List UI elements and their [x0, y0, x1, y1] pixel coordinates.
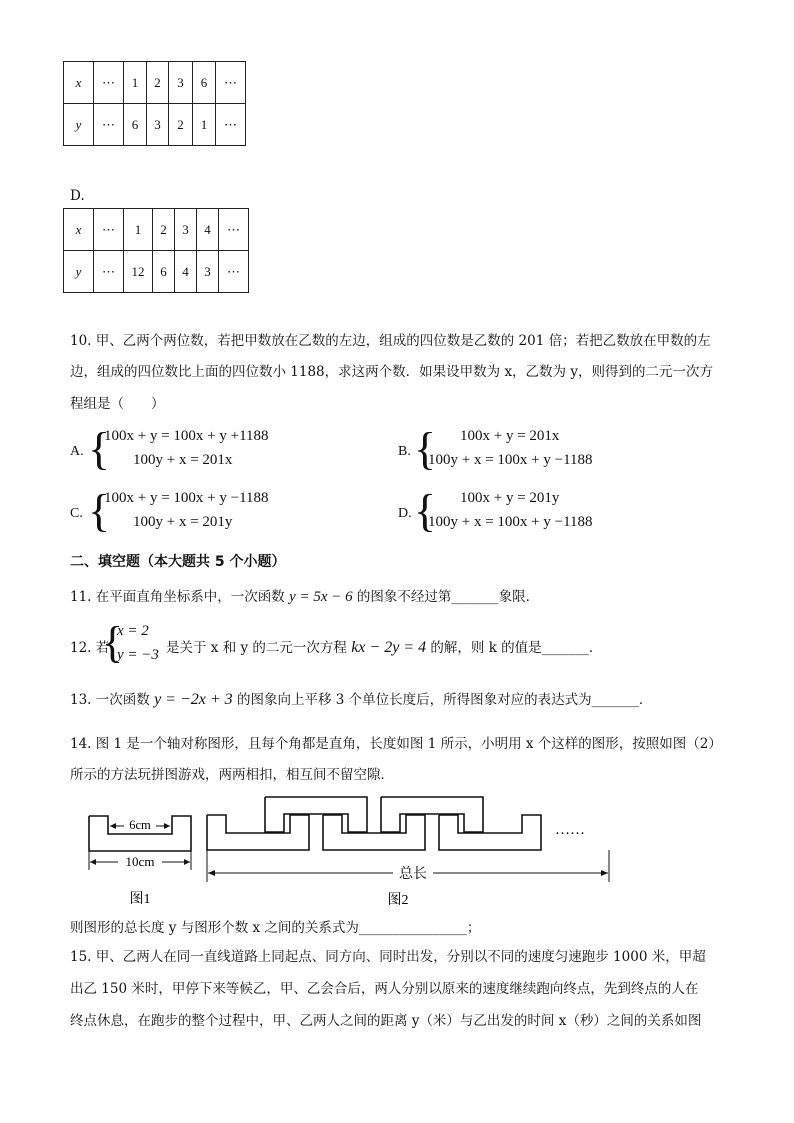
chain-piece-bottom	[323, 815, 425, 850]
table-cell: 3	[169, 62, 193, 104]
table-cell: ⋯	[94, 209, 124, 251]
table-cell: x	[64, 209, 94, 251]
table-cell: ⋯	[94, 104, 124, 146]
q13-pre: 13. 一次函数	[70, 692, 150, 708]
q12-mid: 是关于 x 和 y 的二元一次方程	[166, 640, 347, 656]
arrow-left-icon	[110, 823, 116, 829]
option-d-label: D.	[70, 188, 85, 204]
table-cell: x	[64, 62, 94, 104]
table-cell: 2	[147, 62, 169, 104]
q10-option-d-label: D.	[398, 506, 412, 521]
left-brace-icon: {	[102, 618, 124, 667]
q12-sys-eq1: x = 2	[117, 623, 149, 639]
q11-post: 的图象不经过第_______象限．	[356, 589, 540, 605]
table-cell: 4	[197, 209, 219, 251]
table-cell: 6	[153, 251, 175, 293]
fig1-outer-length: 10cm	[125, 854, 155, 869]
q12-sys-eq2: y = −3	[117, 647, 159, 663]
q11-pre: 11. 在平面直角坐标系中，一次函数	[70, 589, 285, 605]
q10-option-d-eq2: 100y + x = 100x + y −1188	[428, 514, 593, 530]
chain-piece-bottom	[207, 815, 309, 850]
table-cell: ⋯	[216, 104, 246, 146]
q15-line2: 出乙 150 米时，甲停下来等候乙，甲、乙会合后，两人分别以原来的速度继续跑向终点，先到终点的人在	[70, 981, 699, 997]
q15-line3: 终点休息，在跑步的整个过程中，甲、乙两人之间的距离 y（米）与乙出发的时间 x（秒）之间的关系如图	[70, 1013, 702, 1029]
table-cell: 6	[193, 62, 216, 104]
fig1-caption: 图1	[129, 892, 151, 907]
q10-line2: 边，组成的四位数比上面的四位数小 1188，求这两个数．如果设甲数为 x，乙数为 y，则得到的二元一次方	[70, 364, 713, 380]
figure-2-chain	[207, 797, 541, 850]
q10-option-c-eq2: 100y + x = 201y	[133, 514, 233, 530]
q10-line3: 程组是（ ）	[70, 396, 165, 412]
q10-option-a-label: A.	[70, 444, 84, 459]
table-cell: 3	[147, 104, 169, 146]
arrow-left-icon	[208, 870, 215, 876]
fig2-ellipsis: ……	[555, 822, 585, 838]
fig1-inner-length: 6cm	[129, 818, 151, 832]
q10-option-b-label: B.	[398, 444, 411, 459]
arrow-right-icon	[184, 859, 190, 865]
q15-line1: 15. 甲、乙两人在同一直线道路上同起点、同方向、同时出发，分别以不同的速度匀速跑步 1000 米，甲超	[70, 949, 706, 965]
q10-line1: 10. 甲、乙两个两位数，若把甲数放在乙数的左边，组成的四位数是乙数的 201 倍；若把乙数放在甲数的左	[70, 333, 711, 349]
q10-option-b-eq1: 100x + y = 201x	[460, 428, 560, 444]
q12-pre: 12. 若	[70, 640, 110, 656]
chain-piece-bottom	[439, 815, 541, 850]
table-cell: 12	[124, 251, 153, 293]
left-brace-icon: {	[414, 423, 437, 474]
q13-post: 的图象向上平移 3 个单位长度后，所得图象对应的表达式为_______．	[236, 692, 653, 708]
q10-option-d-eq1: 100x + y = 201y	[460, 490, 560, 506]
left-brace-icon: {	[88, 485, 111, 536]
table-cell: 3	[197, 251, 219, 293]
q13-expr: y = −2x + 3	[154, 691, 233, 708]
table-cell: ⋯	[94, 62, 124, 104]
q10-option-c-label: C.	[70, 506, 83, 521]
fig2-total-length: 总长	[399, 867, 427, 882]
q12-post: 的解，则 k 的值是_______．	[430, 640, 603, 656]
arrow-right-icon	[164, 823, 170, 829]
q10-option-a-eq2: 100y + x = 201x	[133, 452, 233, 468]
fig2-caption: 图2	[387, 893, 409, 908]
q14-line1: 14. 图 1 是一个轴对称图形，且每个角都是直角，长度如图 1 所示，小明用 x 个这样的图形，按照如图（2）	[70, 736, 722, 752]
q14-line2: 所示的方法玩拼图游戏，两两相扣，相互间不留空隙．	[70, 767, 394, 783]
q14-line3: 则图形的总长度 y 与图形个数 x 之间的关系式为________________；	[70, 920, 481, 936]
arrow-right-icon	[601, 870, 608, 876]
table-cell: 1	[124, 62, 147, 104]
table-cell: y	[64, 104, 94, 146]
table-cell: ⋯	[219, 209, 249, 251]
arrow-left-icon	[90, 859, 96, 865]
table-cell: y	[64, 251, 94, 293]
table-cell: 2	[153, 209, 175, 251]
q12-expr: kx − 2y = 4	[351, 639, 427, 656]
chain-piece-top	[381, 797, 483, 832]
table-cell: 6	[124, 104, 147, 146]
table-cell: ⋯	[94, 251, 124, 293]
left-brace-icon: {	[88, 423, 111, 474]
table-cell: 1	[193, 104, 216, 146]
table-cell: 2	[169, 104, 193, 146]
q10-option-c-eq1: 100x + y = 100x + y −1188	[104, 490, 269, 506]
chain-piece-top	[265, 797, 367, 832]
q10-option-a-eq1: 100x + y = 100x + y +1188	[104, 428, 269, 444]
table-cell: 1	[124, 209, 153, 251]
section-title: 二、填空题（本大题共 5 个小题）	[70, 554, 286, 570]
table-cell: 3	[175, 209, 197, 251]
q11-expr: y = 5x − 6	[289, 589, 353, 605]
table-cell: 4	[175, 251, 197, 293]
table-cell: ⋯	[219, 251, 249, 293]
left-brace-icon: {	[414, 485, 437, 536]
table-cell: ⋯	[216, 62, 246, 104]
q10-option-b-eq2: 100y + x = 100x + y −1188	[428, 452, 593, 468]
